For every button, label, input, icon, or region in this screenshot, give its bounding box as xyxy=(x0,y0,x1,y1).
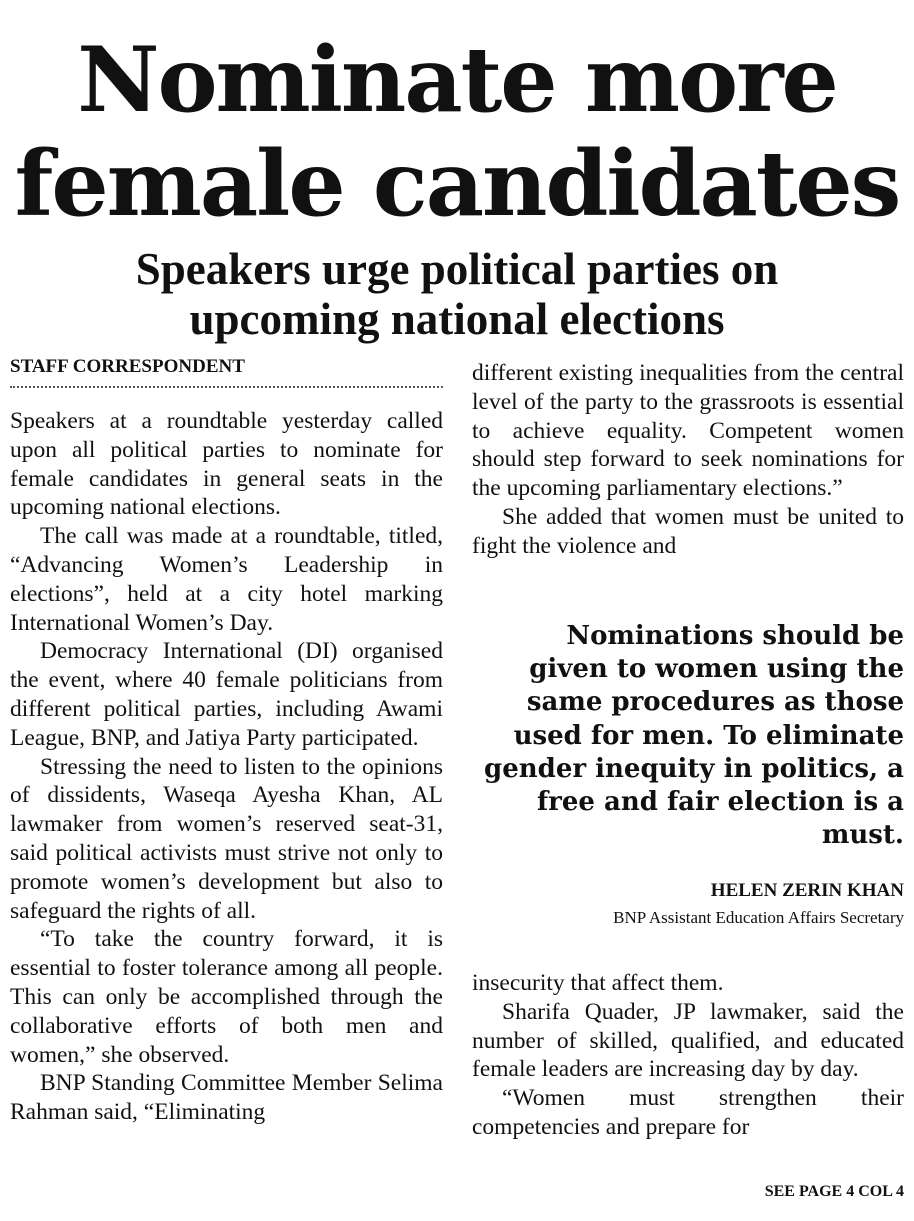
paragraph: BNP Standing Committee Member Selima Rahman said, “Eliminating xyxy=(10,1070,443,1126)
paragraph: Speakers at a roundtable yesterday called upon all political parties to nominate for female candidates in general seats in the upcoming national elections. xyxy=(10,408,443,521)
left-column xyxy=(10,407,443,1127)
paragraph: Stressing the need to listen to the opinions of dissidents, Waseqa Ayesha Khan, AL lawmaker from women’s reserved seat-31, said political activists must strive not only to promote women’s development but also to safeguard the rights of all. xyxy=(10,753,443,924)
right-column-bottom xyxy=(472,969,904,1142)
continued-jump-line: SEE PAGE 4 COL 4 xyxy=(764,1183,904,1200)
headline-line-1: Nominate more xyxy=(77,27,837,133)
pull-quote-name: HELEN ZERIN KHAN xyxy=(710,880,904,901)
paragraph: insecurity that affect them. xyxy=(472,970,724,996)
paragraph: The call was made at a roundtable, titled, “Advancing Women’s Leadership in elections”, held at a city hotel marking International Women’s Day. xyxy=(10,523,443,636)
headline xyxy=(0,28,914,236)
subheadline xyxy=(0,244,914,344)
subheadline-line-1: Speakers urge political parties on xyxy=(135,244,779,294)
byline: STAFF CORRESPONDENT xyxy=(10,356,443,388)
pull-quote: Nominations should be given to women using the same procedures as those used for men. To eliminate gender inequity in politics, a free and fair election is a must. xyxy=(484,621,904,851)
pull-quote-title: BNP Assistant Education Affairs Secretary xyxy=(613,908,904,927)
paragraph: “To take the country forward, it is essential to foster tolerance among all people. This can only be accomplished through the collaborative efforts of both men and women,” she observed. xyxy=(10,926,443,1068)
paragraph: “Women must strengthen their competencies and prepare for xyxy=(472,1085,904,1140)
paragraph: Democracy International (DI) organised the event, where 40 female politicians from different political parties, including Awami League, BNP, and Jatiya Party participated. xyxy=(10,638,443,751)
subheadline-line-2: upcoming national elections xyxy=(189,294,725,344)
headline-line-2: female candidates xyxy=(14,131,900,237)
paragraph: She added that women must be united to fight the violence and xyxy=(472,503,904,559)
paragraph: different existing inequalities from the central level of the party to the grassroots is essential to achieve equality. Competent women should step forward to seek nominations for the upcoming parliamentary elections.” xyxy=(472,360,904,502)
paragraph: Sharifa Quader, JP lawmaker, said the number of skilled, qualified, and educated female leaders are increasing day by day. xyxy=(472,998,904,1083)
right-column-top xyxy=(472,359,904,561)
